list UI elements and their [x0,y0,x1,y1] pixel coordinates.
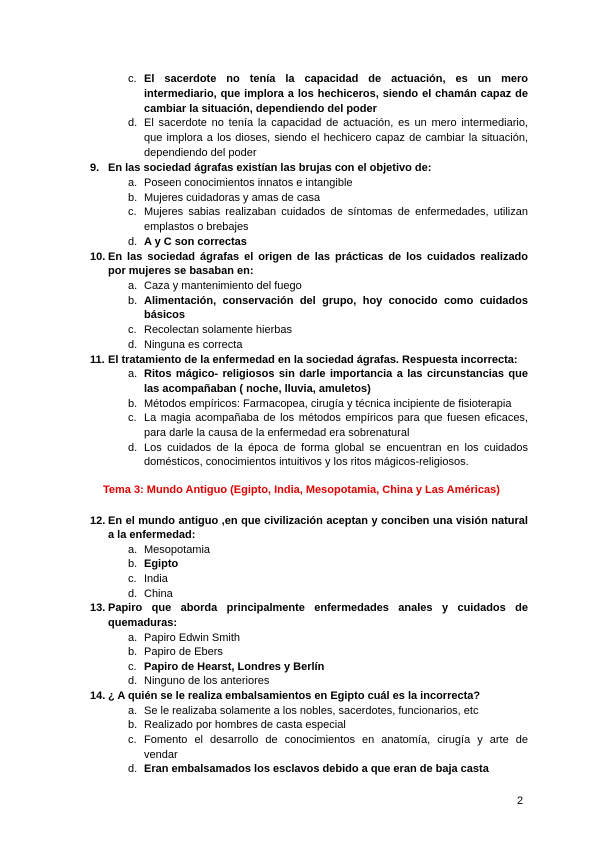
option-text: Métodos empíricos: Farmacopea, cirugía y técnica incipiente de fisioterapia [144,398,512,410]
option-label: d. [128,442,138,454]
question-text: quemaduras: [108,617,178,629]
question-text: En las sociedad ágrafas existían las brujas con el objetivo de: [108,162,432,174]
option-label: c. [128,324,137,336]
option-text: para darle la causa de la enfermedad era sobrenatural [144,427,410,439]
option-text: Los cuidados de la época de forma global se encuentran en los cuidados [144,442,528,454]
option-label: b. [128,719,138,731]
question-text: Papiro que aborda principalmente enfermedades anales y cuidados de [108,602,528,614]
question-number: 14. [90,690,106,702]
page-number: 2 [517,795,524,807]
section-heading: Tema 3: Mundo Antiguo (Egipto, India, Mesopotamia, China y Las Américas) [103,484,500,496]
option-label: c. [128,206,137,218]
option-text: Realizado por hombres de casta especial [144,719,346,731]
option-label: b. [128,295,138,307]
option-text: El sacerdote no tenía la capacidad de actuación, es un mero [144,73,528,85]
option-text: Mujeres sabias realizaban cuidados de síntomas de enfermedades, utilizan [144,206,528,218]
option-text: El sacerdote no tenía la capacidad de actuación, es un mero intermediario, [144,117,528,129]
option-text: Ninguna es correcta [144,339,243,351]
option-text: Ritos mágico- religiosos sin darle importancia a las circunstancias que [144,368,528,380]
option-label: d. [128,763,138,775]
question-number: 12. [90,515,106,527]
option-text: básicos [144,309,185,321]
option-label: b. [128,646,138,658]
option-label: a. [128,705,138,717]
option-text: Papiro Edwin Smith [144,632,240,644]
option-text: Mesopotamia [144,544,211,556]
question-text: ¿ A quién se le realiza embalsamientos en Egipto cuál es la incorrecta? [108,690,481,702]
question-text: El tratamiento de la enfermedad en la sociedad ágrafas. Respuesta incorrecta: [108,354,518,366]
option-label: c. [128,412,137,424]
option-text: emplastos o brebajes [144,221,249,233]
option-label: a. [128,177,138,189]
option-text: Egipto [144,558,179,570]
option-text: que implora a los dioses, siendo el hechicero capaz de cambiar la situación, [144,132,528,144]
option-text: domésticos, conocimientos intuitivos y los ritos mágicos-religiosos. [144,456,469,468]
option-label: d. [128,339,138,351]
question-number: 9. [90,162,100,174]
option-text: las acompañaban ( noche, lluvia, amuletos) [144,383,371,395]
option-text: dependiendo del poder [144,147,257,159]
option-label: b. [128,398,138,410]
option-label: c. [128,73,137,85]
option-text: cambiar la situación, dependiendo del poder [144,103,377,115]
option-label: b. [128,192,138,204]
option-label: d. [128,236,138,248]
question-text: a la enfermedad: [108,529,196,541]
question-text: En el mundo antiguo ,en que civilización aceptan y conciben una visión natural [108,515,528,527]
option-text: Mujeres cuidadoras y amas de casa [144,192,321,204]
option-label: a. [128,632,138,644]
option-label: c. [128,734,137,746]
option-text: China [144,588,173,600]
option-text: Papiro de Hearst, Londres y Berlín [144,661,325,673]
option-text: Alimentación, conservación del grupo, hoy conocido como cuidados [144,295,528,307]
option-text: India [144,573,168,585]
option-text: Ninguno de los anteriores [144,675,270,687]
question-text: En las sociedad ágrafas el origen de las prácticas de los cuidados realizado [108,251,528,263]
option-text: Papiro de Ebers [144,646,223,658]
question-number: 11. [90,354,105,366]
option-label: d. [128,588,138,600]
option-label: c. [128,573,137,585]
option-text: vendar [144,749,178,761]
option-text: Se le realizaba solamente a los nobles, sacerdotes, funcionarios, etc [144,705,479,717]
option-label: d. [128,117,138,129]
option-label: a. [128,280,138,292]
option-label: b. [128,558,138,570]
option-label: c. [128,661,137,673]
option-text: Fomento el desarrollo de conocimientos en anatomía, cirugía y arte de [144,734,528,746]
option-text: Eran embalsamados los esclavos debido a que eran de baja casta [144,763,489,775]
question-number: 13. [90,602,106,614]
option-text: La magia acompañaba de los métodos empíricos para que fuesen eficaces, [144,412,528,424]
option-label: d. [128,675,138,687]
option-text: Caza y mantenimiento del fuego [144,280,302,292]
option-text: A y C son correctas [144,236,247,248]
option-label: a. [128,544,138,556]
question-text: por mujeres se basaban en: [108,265,254,277]
option-text: Poseen conocimientos innatos e intangible [144,177,353,189]
question-number: 10. [90,251,106,263]
option-text: intermediario, que implora a los hechiceros, siendo el chamán capaz de [144,88,528,100]
option-label: a. [128,368,138,380]
option-text: Recolectan solamente hierbas [144,324,292,336]
